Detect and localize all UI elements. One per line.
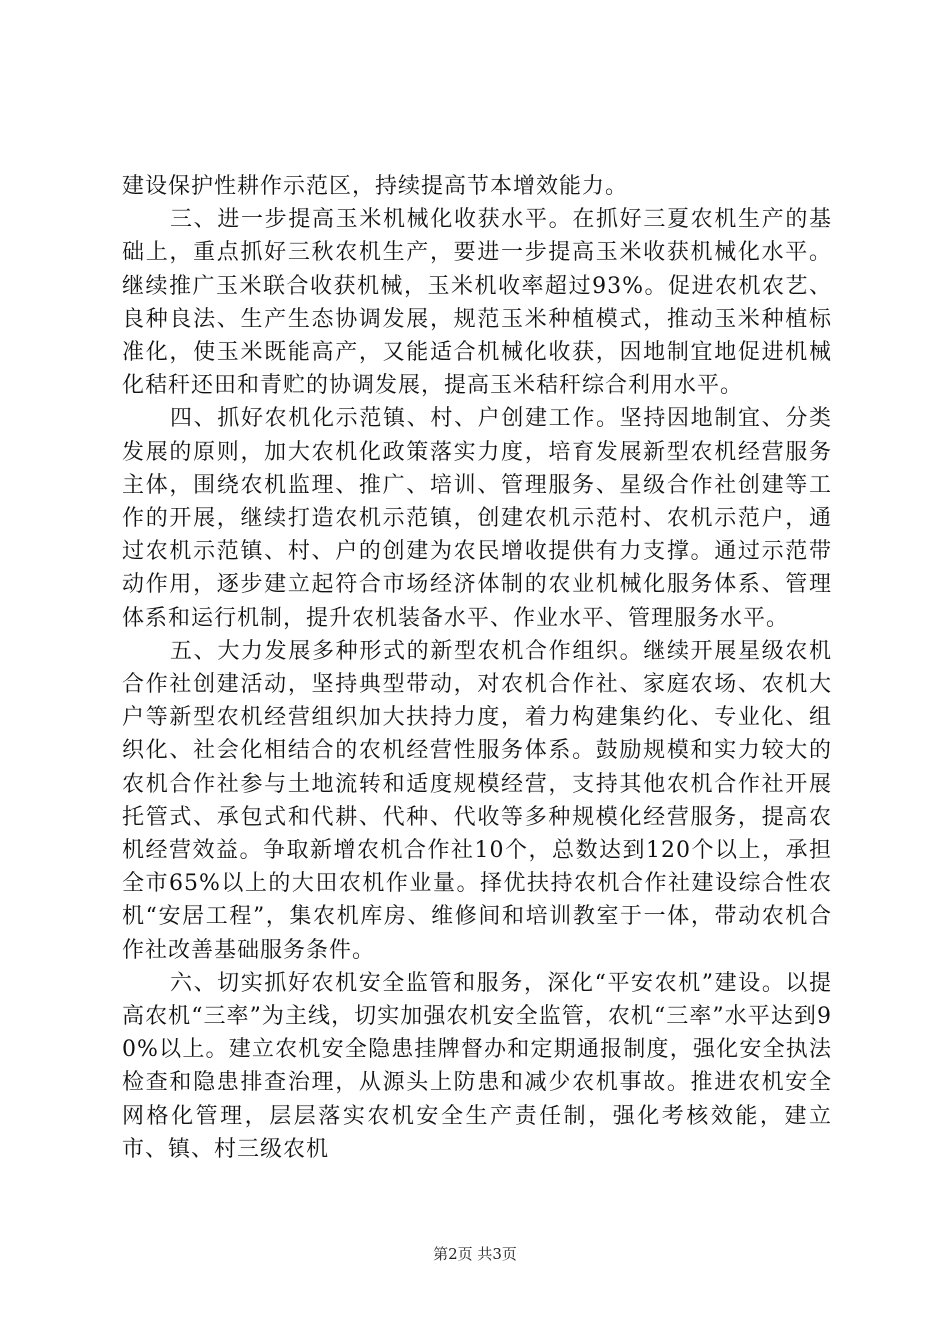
paragraph-5: 六、切实抓好农机安全监管和服务，深化“平安农机”建设。以提高农机“三率”为主线，切实加强农机安全监管，农机“三率”水平达到90%以上。建立农机安全隐患挂牌督办和定期通报制度，强化安全执法检查和隐患排查治理，从源头上防患和减少农机事故。推进农机安全网格化管理，层层落实农机安全生产责任制，强化考核效能，建立市、镇、村三级农机 bbox=[122, 970, 832, 1162]
paragraph-4: 五、大力发展多种形式的新型农机合作组织。继续开展星级农机合作社创建活动，坚持典型带动，对农机合作社、家庭农场、农机大户等新型农机经营组织加大扶持力度，着力构建集约化、专业化、组织化、社会化相结合的农机经营性服务体系。鼓励规模和实力较大的农机合作社参与土地流转和适度规模经营，支持其他农机合作社开展托管式、承包式和代耕、代种、代收等多种规模化经营服务，提高农机经营效益。争取新增农机合作社10个，总数达到120个以上，承担全市65%以上的大田农机作业量。择优扶持农机合作社建设综合性农机“安居工程”，集农机库房、维修间和培训教室于一体，带动农机合作社改善基础服务条件。 bbox=[122, 638, 832, 963]
paragraph-3: 四、抓好农机化示范镇、村、户创建工作。坚持因地制宜、分类发展的原则，加大农机化政策落实力度，培育发展新型农机经营服务主体，围绕农机监理、推广、培训、管理服务、星级合作社创建等工作的开展，继续打造农机示范镇，创建农机示范村、农机示范户，通过农机示范镇、村、户的创建为农民增收提供有力支撑。通过示范带动作用，逐步建立起符合市场经济体制的农业机械化服务体系、管理体系和运行机制，提升农机装备水平、作业水平、管理服务水平。 bbox=[122, 406, 832, 631]
paragraph-2: 三、进一步提高玉米机械化收获水平。在抓好三夏农机生产的基础上，重点抓好三秋农机生产，要进一步提高玉米收获机械化水平。继续推广玉米联合收获机械，玉米机收率超过93%。促进农机农艺、良种良法、生产生态协调发展，规范玉米种植模式，推动玉米种植标准化，使玉米既能高产，又能适合机械化收获，因地制宜地促进机械化秸秆还田和青贮的协调发展，提高玉米秸秆综合利用水平。 bbox=[122, 207, 832, 399]
document-body bbox=[122, 170, 832, 1166]
paragraph-1: 建设保护性耕作示范区，持续提高节本增效能力。 bbox=[122, 174, 629, 199]
page-footer: 第2页 共3页 bbox=[433, 1245, 517, 1263]
